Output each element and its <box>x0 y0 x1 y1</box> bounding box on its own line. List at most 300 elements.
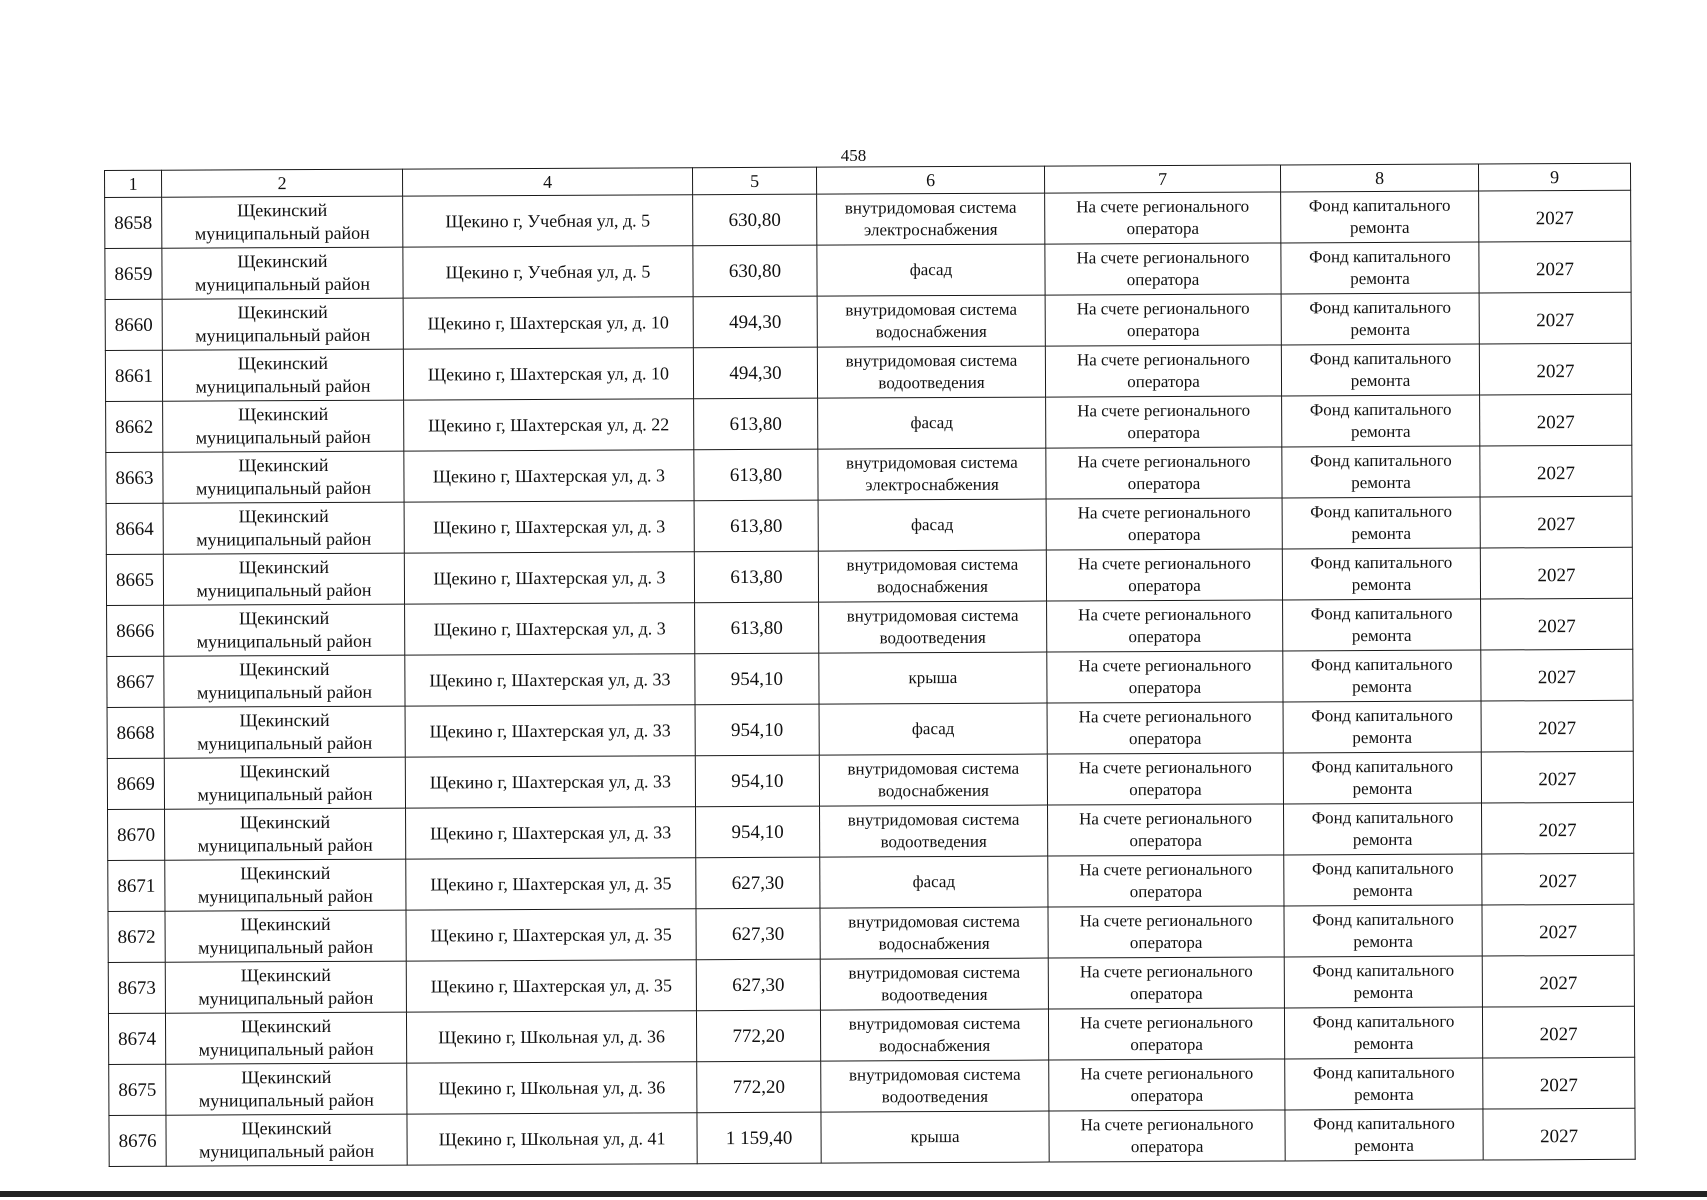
row-number-cell: 8661 <box>105 350 162 401</box>
fund-cell-line: ремонта <box>1354 1084 1414 1105</box>
fund-cell-line: Фонд капитального <box>1312 909 1454 930</box>
table-row <box>108 1006 1634 1064</box>
account-cell-line: оператора <box>1128 677 1202 698</box>
district-cell <box>165 808 406 860</box>
district-cell-line: муниципальный район <box>197 732 373 754</box>
area-cell: 630,80 <box>693 194 817 246</box>
district-cell <box>162 247 403 299</box>
area-cell: 954,10 <box>695 653 819 705</box>
fund-cell <box>1282 446 1480 498</box>
district-cell-line: Щекинский <box>238 505 329 527</box>
element-cell <box>820 805 1048 857</box>
element-cell <box>818 550 1046 602</box>
account-cell-line: На счете регионального <box>1076 247 1250 268</box>
account-cell <box>1048 855 1284 907</box>
element-cell-line: водоотведения <box>881 984 988 1005</box>
element-cell <box>817 295 1045 347</box>
year-cell: 2027 <box>1481 802 1633 854</box>
account-cell-line: На счете регионального <box>1076 196 1250 217</box>
element-cell-line: водоотведения <box>879 627 986 648</box>
fund-cell <box>1284 854 1482 906</box>
address-cell: Щекино г, Шахтерская ул, д. 3 <box>404 501 694 553</box>
district-cell-line: Щекинский <box>238 403 329 425</box>
account-cell <box>1047 753 1283 805</box>
area-cell: 613,80 <box>694 398 818 450</box>
account-cell-line: оператора <box>1127 524 1201 545</box>
area-cell: 494,30 <box>693 296 817 348</box>
element-cell <box>820 856 1048 908</box>
fund-cell-line: ремонта <box>1353 1033 1414 1054</box>
element-cell-line: крыша <box>910 1126 960 1147</box>
district-cell <box>165 910 406 962</box>
account-cell-line: На счете регионального <box>1077 451 1251 472</box>
column-header: 5 <box>692 167 816 195</box>
district-cell <box>165 859 406 911</box>
table-row <box>107 751 1633 809</box>
district-cell <box>163 451 404 503</box>
district-cell-line: муниципальный район <box>198 936 374 958</box>
account-cell-line: оператора <box>1128 728 1202 749</box>
element-cell-line: водоотведения <box>881 1086 989 1107</box>
row-number-cell: 8672 <box>108 911 165 962</box>
element-cell <box>818 397 1046 449</box>
fund-cell-line: Фонд капитального <box>1311 705 1453 726</box>
district-cell-line: муниципальный район <box>196 528 372 550</box>
element-cell-line: водоотведения <box>878 372 985 393</box>
element-cell <box>817 346 1045 398</box>
area-cell: 954,10 <box>695 704 819 756</box>
fund-cell <box>1284 905 1482 957</box>
address-cell: Щекино г, Шахтерская ул, д. 33 <box>405 705 695 757</box>
year-cell: 2027 <box>1482 1006 1634 1058</box>
table-row <box>107 700 1633 758</box>
account-cell-line: оператора <box>1129 881 1203 902</box>
fund-cell-line: ремонта <box>1352 727 1413 748</box>
fund-cell-line: Фонд капитального <box>1310 603 1453 624</box>
district-cell <box>162 298 403 350</box>
district-cell <box>166 1114 407 1166</box>
district-cell-line: муниципальный район <box>194 222 370 244</box>
address-cell: Щекино г, Школьная ул, д. 36 <box>407 1062 697 1114</box>
row-number-cell: 8664 <box>106 503 163 554</box>
element-cell-line: внутридомовая система <box>848 911 1020 932</box>
row-number-cell: 8676 <box>109 1115 166 1166</box>
account-cell-line: На счете регионального <box>1080 1012 1254 1033</box>
fund-cell-line: ремонта <box>1351 472 1411 493</box>
district-cell-line: Щекинский <box>237 250 328 272</box>
district-cell-line: муниципальный район <box>196 630 372 652</box>
fund-cell <box>1281 242 1479 294</box>
account-cell-line: оператора <box>1128 626 1202 647</box>
district-cell-line: муниципальный район <box>196 579 372 601</box>
account-cell-line: На счете регионального <box>1078 706 1252 727</box>
element-cell-line: внутридомовая система <box>847 758 1020 779</box>
district-cell <box>164 706 405 758</box>
row-number-cell: 8659 <box>105 248 162 299</box>
row-number-cell: 8673 <box>108 962 165 1013</box>
row-number-cell: 8660 <box>105 299 162 350</box>
element-cell-line: внутридомовая система <box>848 1013 1021 1034</box>
address-cell: Щекино г, Шахтерская ул, д. 33 <box>406 807 696 859</box>
table-body <box>105 190 1636 1166</box>
element-cell-line: фасад <box>912 871 956 892</box>
row-number-cell: 8675 <box>109 1064 166 1115</box>
district-cell-line: Щекинский <box>239 709 330 731</box>
element-cell-line: водоснабжения <box>876 576 989 597</box>
table-row <box>105 292 1631 350</box>
account-cell <box>1049 1059 1285 1111</box>
fund-cell-line: ремонта <box>1354 1135 1414 1156</box>
column-header: 2 <box>162 169 403 197</box>
element-cell-line: внутридомовая система <box>845 350 1018 371</box>
row-number-cell: 8658 <box>105 197 162 248</box>
account-cell-line: На счете регионального <box>1078 757 1252 778</box>
area-cell: 613,80 <box>694 449 818 501</box>
fund-cell-line: Фонд капитального <box>1312 1062 1455 1083</box>
fund-cell-line: ремонта <box>1353 880 1413 901</box>
fund-cell <box>1281 293 1479 345</box>
district-cell-line: Щекинский <box>237 301 328 323</box>
account-cell-line: оператора <box>1130 1136 1204 1157</box>
fund-cell-line: ремонта <box>1353 982 1414 1003</box>
account-cell <box>1048 1008 1284 1060</box>
district-cell-line: муниципальный район <box>198 1038 374 1060</box>
account-cell-line: На счете регионального <box>1079 859 1253 880</box>
address-cell: Щекино г, Шахтерская ул, д. 22 <box>404 399 694 451</box>
district-cell <box>162 349 403 401</box>
element-cell <box>818 499 1046 551</box>
account-cell-line: оператора <box>1130 1085 1204 1106</box>
district-cell-line: Щекинский <box>241 1066 332 1088</box>
row-number-cell: 8665 <box>106 554 163 605</box>
table-row <box>106 547 1632 605</box>
element-cell-line: электроснабжения <box>863 219 998 240</box>
account-cell-line: На счете регионального <box>1076 298 1250 319</box>
table-row <box>106 394 1632 452</box>
element-cell-line: фасад <box>910 413 953 433</box>
account-cell-line: оператора <box>1126 269 1200 290</box>
element-cell <box>818 448 1046 500</box>
district-cell-line: муниципальный район <box>198 1089 374 1111</box>
account-cell-line: На счете регионального <box>1077 553 1251 574</box>
element-cell-line: электроснабжения <box>865 474 999 495</box>
row-number-cell: 8671 <box>108 860 165 911</box>
element-cell-line: внутридомовая система <box>845 452 1018 473</box>
account-cell-line: оператора <box>1129 779 1202 800</box>
row-number-cell: 8668 <box>107 707 164 758</box>
element-cell-line: водоснабжения <box>878 933 990 954</box>
table-row <box>105 241 1631 299</box>
table-row <box>105 343 1631 401</box>
fund-cell-line: Фонд капитального <box>1308 195 1451 216</box>
year-cell: 2027 <box>1481 751 1633 803</box>
account-cell-line: оператора <box>1130 983 1203 1004</box>
address-cell: Щекино г, Шахтерская ул, д. 10 <box>403 348 693 400</box>
fund-cell <box>1283 752 1481 804</box>
account-cell <box>1049 1110 1285 1162</box>
table-row <box>106 445 1632 503</box>
account-cell-line: На счете регионального <box>1078 604 1252 625</box>
district-cell <box>163 400 404 452</box>
account-cell <box>1048 957 1284 1009</box>
fund-cell <box>1285 1109 1483 1161</box>
address-cell: Щекино г, Школьная ул, д. 41 <box>407 1113 697 1165</box>
district-cell-line: Щекинский <box>240 913 331 935</box>
table-row <box>107 598 1633 656</box>
fund-cell-line: ремонта <box>1352 676 1412 697</box>
column-header: 9 <box>1478 163 1630 191</box>
address-cell: Щекино г, Шахтерская ул, д. 3 <box>404 450 694 502</box>
year-cell: 2027 <box>1479 343 1631 395</box>
fund-cell <box>1282 395 1480 447</box>
area-cell: 613,80 <box>695 602 819 654</box>
district-cell-line: Щекинский <box>240 862 331 884</box>
area-cell: 954,10 <box>695 755 819 807</box>
fund-cell-line: Фонд капитального <box>1313 1113 1455 1134</box>
account-cell <box>1046 396 1282 448</box>
register-table-container <box>104 163 1636 1167</box>
address-cell: Щекино г, Учебная ул, д. 5 <box>403 195 693 247</box>
fund-cell-line: Фонд капитального <box>1309 450 1452 471</box>
district-cell <box>165 1012 406 1064</box>
account-cell-line: оператора <box>1126 320 1200 341</box>
fund-cell-line: ремонта <box>1350 319 1411 340</box>
area-cell: 627,30 <box>696 908 820 960</box>
fund-cell-line: ремонта <box>1352 778 1413 799</box>
column-header: 4 <box>402 168 692 196</box>
fund-cell-line: ремонта <box>1350 370 1411 391</box>
account-cell-line: оператора <box>1129 830 1202 851</box>
area-cell: 772,20 <box>697 1061 821 1113</box>
fund-cell-line: Фонд капитального <box>1311 858 1454 879</box>
fund-cell-line: ремонта <box>1352 829 1413 850</box>
scan-bottom-edge <box>0 1191 1707 1197</box>
district-cell <box>165 961 406 1013</box>
element-cell <box>821 1111 1049 1163</box>
year-cell: 2027 <box>1481 649 1633 701</box>
table-row <box>105 190 1631 248</box>
element-cell-line: крыша <box>908 667 958 688</box>
district-cell <box>164 655 405 707</box>
account-cell <box>1048 804 1284 856</box>
district-cell <box>163 502 404 554</box>
district-cell-line: муниципальный район <box>197 783 373 805</box>
year-cell: 2027 <box>1479 241 1631 293</box>
fund-cell-line: Фонд капитального <box>1309 297 1452 318</box>
row-number-cell: 8663 <box>106 452 163 503</box>
fund-cell-line: ремонта <box>1351 574 1412 595</box>
account-cell <box>1045 192 1281 244</box>
fund-cell-line: Фонд капитального <box>1310 654 1453 675</box>
element-cell <box>817 244 1045 296</box>
element-cell <box>817 193 1045 245</box>
account-cell-line: На счете регионального <box>1079 808 1253 829</box>
account-cell-line: На счете регионального <box>1077 502 1251 523</box>
account-cell <box>1046 498 1282 550</box>
district-cell-line: муниципальный район <box>195 426 371 448</box>
district-cell-line: Щекинский <box>239 811 331 833</box>
table-row <box>109 1108 1635 1166</box>
fund-cell <box>1284 803 1482 855</box>
area-cell: 1 159,40 <box>697 1112 821 1164</box>
district-cell-line: Щекинский <box>238 556 329 578</box>
year-cell: 2027 <box>1482 955 1634 1007</box>
element-cell-line: водоснабжения <box>875 321 987 342</box>
district-cell-line: Щекинский <box>238 607 330 629</box>
address-cell: Щекино г, Школьная ул, д. 36 <box>406 1011 696 1063</box>
district-cell-line: Щекинский <box>237 199 328 221</box>
district-cell-line: муниципальный район <box>195 375 371 397</box>
address-cell: Щекино г, Шахтерская ул, д. 35 <box>406 909 696 961</box>
district-cell-line: муниципальный район <box>198 987 374 1009</box>
district-cell-line: муниципальный район <box>194 273 371 295</box>
fund-cell-line: Фонд капитального <box>1310 501 1452 522</box>
area-cell: 613,80 <box>694 500 818 552</box>
account-cell-line: оператора <box>1127 473 1201 494</box>
account-cell-line: На счете регионального <box>1079 910 1253 931</box>
fund-cell-line: ремонта <box>1349 217 1410 238</box>
address-cell: Щекино г, Шахтерская ул, д. 35 <box>406 858 696 910</box>
area-cell: 494,30 <box>693 347 817 399</box>
column-header: 7 <box>1044 165 1280 193</box>
district-cell-line: муниципальный район <box>197 885 373 907</box>
element-cell-line: водоснабжения <box>879 1035 991 1056</box>
year-cell: 2027 <box>1483 1057 1635 1109</box>
fund-cell <box>1284 1007 1482 1059</box>
register-table <box>104 163 1636 1167</box>
address-cell: Щекино г, Шахтерская ул, д. 33 <box>405 756 695 808</box>
area-cell: 630,80 <box>693 245 817 297</box>
account-cell-line: оператора <box>1127 422 1201 443</box>
account-cell <box>1045 294 1281 346</box>
element-cell-line: внутридомовая система <box>847 809 1020 830</box>
district-cell-line: Щекинский <box>238 454 329 476</box>
account-cell <box>1047 651 1283 703</box>
fund-cell <box>1281 191 1479 243</box>
fund-cell <box>1281 344 1479 396</box>
fund-cell-line: Фонд капитального <box>1311 756 1454 777</box>
element-cell-line: внутридомовая система <box>848 1064 1021 1085</box>
element-cell-line: внутридомовая система <box>848 962 1021 983</box>
account-cell-line: оператора <box>1129 932 1203 953</box>
fund-cell <box>1283 599 1481 651</box>
district-cell-line: муниципальный район <box>196 681 373 703</box>
fund-cell <box>1283 650 1481 702</box>
fund-cell-line: Фонд капитального <box>1309 246 1451 267</box>
year-cell: 2027 <box>1482 904 1634 956</box>
fund-cell-line: ремонта <box>1351 625 1412 646</box>
account-cell-line: На счете регионального <box>1080 1063 1254 1084</box>
area-cell: 772,20 <box>696 1010 820 1062</box>
element-cell <box>819 703 1047 755</box>
fund-cell <box>1285 1058 1483 1110</box>
element-cell <box>819 601 1047 653</box>
district-cell <box>164 757 405 809</box>
element-cell <box>819 652 1047 704</box>
year-cell: 2027 <box>1480 394 1632 446</box>
district-cell-line: муниципальный район <box>195 324 371 346</box>
column-header: 8 <box>1280 164 1478 192</box>
element-cell-line: внутридомовая система <box>846 605 1019 626</box>
year-cell: 2027 <box>1480 496 1632 548</box>
area-cell: 954,10 <box>696 806 820 858</box>
row-number-cell: 8669 <box>107 758 164 809</box>
year-cell: 2027 <box>1480 547 1632 599</box>
district-cell-line: муниципальный район <box>197 834 373 856</box>
district-cell-line: Щекинский <box>237 352 329 374</box>
year-cell: 2027 <box>1481 700 1633 752</box>
fund-cell-line: ремонта <box>1350 268 1410 289</box>
area-cell: 627,30 <box>696 959 820 1011</box>
table-row <box>108 955 1634 1013</box>
district-cell-line: Щекинский <box>240 1015 332 1037</box>
address-cell: Щекино г, Шахтерская ул, д. 35 <box>406 960 696 1012</box>
account-cell-line: На счете регионального <box>1079 961 1253 982</box>
table-row <box>109 1057 1635 1115</box>
account-cell-line: оператора <box>1128 575 1201 596</box>
fund-cell <box>1283 701 1481 753</box>
fund-cell <box>1282 497 1480 549</box>
year-cell: 2027 <box>1482 853 1634 905</box>
account-cell-line: На счете регионального <box>1078 655 1252 676</box>
district-cell <box>166 1063 407 1115</box>
fund-cell <box>1284 956 1482 1008</box>
column-header: 6 <box>816 166 1044 194</box>
district-cell <box>164 604 405 656</box>
district-cell-line: Щекинский <box>241 1117 332 1139</box>
row-number-cell: 8662 <box>106 401 163 452</box>
address-cell: Щекино г, Шахтерская ул, д. 10 <box>403 297 693 349</box>
address-cell: Щекино г, Шахтерская ул, д. 3 <box>404 552 694 604</box>
table-row <box>108 853 1634 911</box>
fund-cell <box>1282 548 1480 600</box>
account-cell <box>1046 447 1282 499</box>
element-cell-line: внутридомовая система <box>846 554 1019 575</box>
account-cell-line: оператора <box>1126 218 1200 239</box>
element-cell-line: фасад <box>910 515 954 535</box>
district-cell <box>163 553 404 605</box>
element-cell <box>821 1060 1049 1112</box>
account-cell <box>1047 702 1283 754</box>
year-cell: 2027 <box>1479 190 1631 242</box>
element-cell <box>820 958 1048 1010</box>
fund-cell-line: Фонд капитального <box>1312 960 1455 981</box>
row-number-cell: 8674 <box>108 1013 165 1064</box>
element-cell <box>820 1009 1048 1061</box>
account-cell <box>1047 600 1283 652</box>
fund-cell-line: ремонта <box>1351 523 1412 544</box>
fund-cell-line: Фонд капитального <box>1312 1011 1455 1032</box>
district-cell-line: муниципальный район <box>199 1140 375 1162</box>
account-cell-line: На счете регионального <box>1076 349 1250 370</box>
fund-cell-line: Фонд капитального <box>1311 807 1454 828</box>
column-header: 1 <box>105 170 162 197</box>
area-cell: 627,30 <box>696 857 820 909</box>
account-cell <box>1045 345 1281 397</box>
district-cell <box>162 196 403 248</box>
fund-cell-line: ремонта <box>1353 931 1413 952</box>
element-cell-line: фасад <box>909 260 953 280</box>
address-cell: Щекино г, Шахтерская ул, д. 3 <box>405 603 695 655</box>
table-row <box>107 649 1633 707</box>
account-cell-line: На счете регионального <box>1080 1114 1254 1135</box>
row-number-cell: 8667 <box>107 656 164 707</box>
element-cell <box>820 907 1048 959</box>
element-cell-line: фасад <box>911 718 955 739</box>
element-cell <box>819 754 1047 806</box>
account-cell <box>1046 549 1282 601</box>
fund-cell-line: Фонд капитального <box>1309 348 1452 369</box>
